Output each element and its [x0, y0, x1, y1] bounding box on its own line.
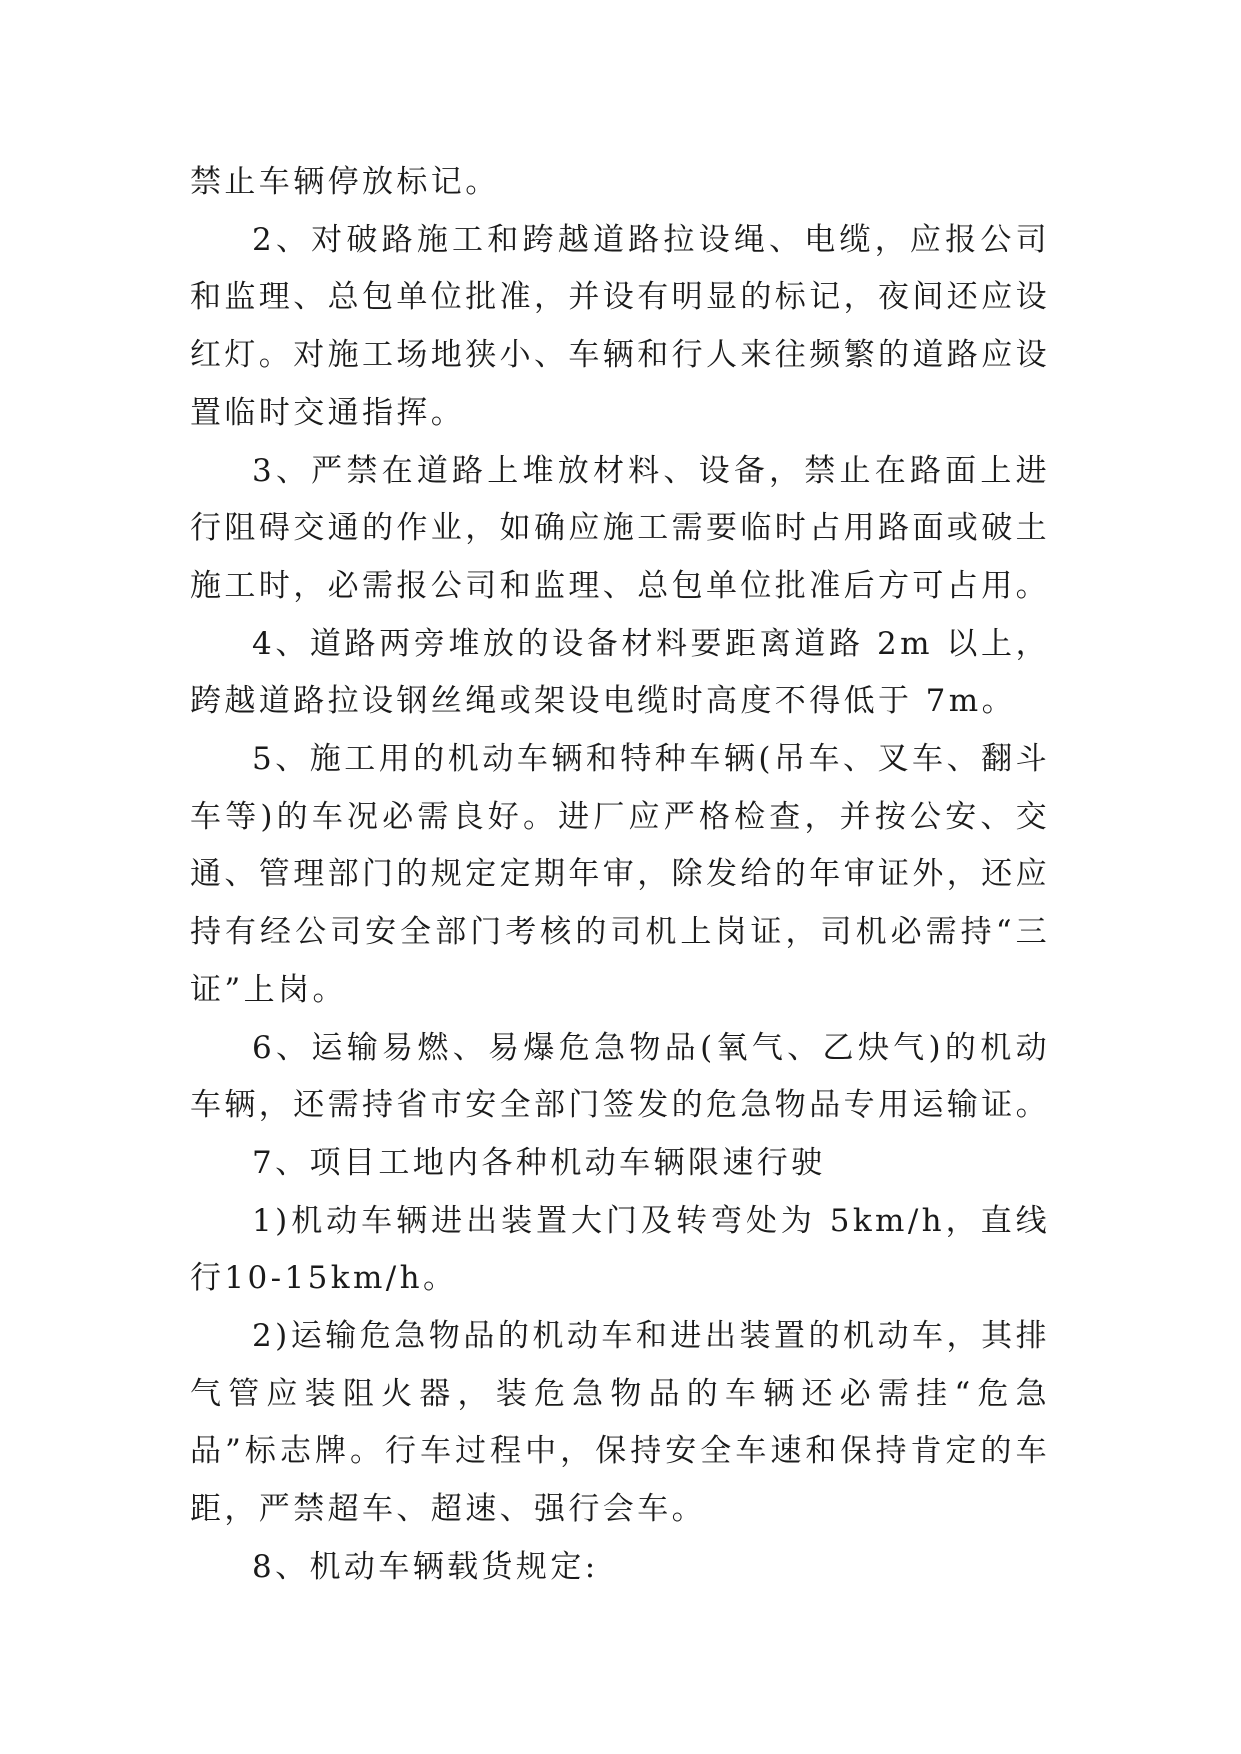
paragraph-item-6: 6、运输易燃、易爆危急物品(氧气、乙炔气)的机动车辆，还需持省市安全部门签发的危急物品专用运输证。 — [190, 1029, 1050, 1124]
paragraph-subitem-1: 1)机动车辆进出装置大门及转弯处为 5km/h，直线行10-15km/h。 — [190, 1202, 1050, 1297]
paragraph-item-2: 2、对破路施工和跨越道路拉设绳、电缆，应报公司和监理、总包单位批准，并设有明显的标记，夜间还应设红灯。对施工场地狭小、车辆和行人来往频繁的道路应设置临时交通指挥。 — [190, 221, 1050, 431]
document-body — [190, 154, 1050, 1597]
paragraph-item-3: 3、严禁在道路上堆放材料、设备，禁止在路面上进行阻碍交通的作业，如确应施工需要临时占用路面或破土施工时，必需报公司和监理、总包单位批准后方可占用。 — [190, 452, 1050, 604]
paragraph-item-8: 8、机动车辆载货规定: — [252, 1548, 599, 1585]
paragraph-item-5: 5、施工用的机动车辆和特种车辆(吊车、叉车、翻斗车等)的车况必需良好。进厂应严格检查，并按公安、交通、管理部门的规定定期年审，除发给的年审证外，还应持有经公司安全部门考核的司机上岗证，司机必需持“三证”上岗。 — [190, 741, 1050, 1008]
paragraph-continuation: 禁止车辆停放标记。 — [190, 164, 500, 200]
paragraph-item-7: 7、项目工地内各种机动车辆限速行驶 — [252, 1144, 826, 1181]
paragraph-item-4: 4、道路两旁堆放的设备材料要距离道路 2m 以上，跨越道路拉设钢丝绳或架设电缆时高度不得低于 7m。 — [190, 625, 1050, 720]
paragraph-subitem-2: 2)运输危急物品的机动车和进出装置的机动车，其排气管应装阻火器，装危急物品的车辆还必需挂“危急品”标志牌。行车过程中，保持安全车速和保持肯定的车距，严禁超车、超速、强行会车。 — [190, 1318, 1050, 1528]
